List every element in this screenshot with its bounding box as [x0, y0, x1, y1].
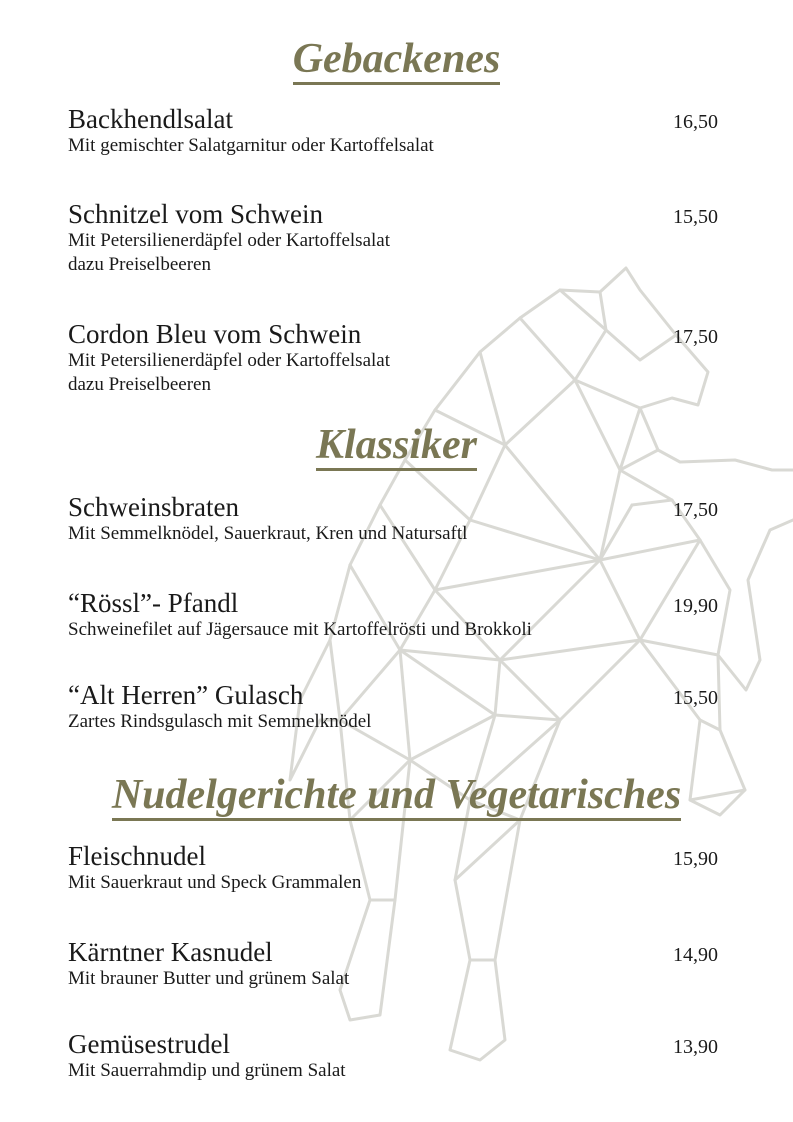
menu-item: [68, 104, 718, 158]
item-name: Kärntner Kasnudel: [68, 937, 273, 967]
item-description: Mit Sauerkraut und Speck Grammalen: [68, 872, 362, 893]
item-name: Fleischnudel: [68, 841, 206, 871]
item-description: Schweinefilet auf Jägersauce mit Kartoffelrösti und Brokkoli: [68, 619, 532, 640]
item-price: 16,50: [673, 111, 718, 133]
item-price: 13,90: [673, 1036, 718, 1058]
item-name: Gemüsestrudel: [68, 1029, 230, 1059]
item-description: dazu Preiselbeeren: [68, 254, 211, 275]
menu-item: [68, 319, 718, 397]
item-price: 17,50: [673, 326, 718, 348]
item-description: dazu Preiselbeeren: [68, 374, 211, 395]
item-price: 15,50: [673, 206, 718, 228]
item-name: Schweinsbraten: [68, 492, 239, 522]
item-description: Mit gemischter Salatgarnitur oder Kartoffelsalat: [68, 135, 434, 156]
item-description: Mit Sauerrahmdip und grünem Salat: [68, 1060, 346, 1081]
item-description: Mit Petersilienerdäpfel oder Kartoffelsalat: [68, 350, 390, 371]
menu-item: [68, 841, 718, 895]
item-price: 14,90: [673, 944, 718, 966]
menu-item: [68, 588, 718, 642]
menu-item: [68, 680, 718, 734]
item-description: Mit Semmelknödel, Sauerkraut, Kren und Natursaftl: [68, 523, 468, 544]
menu-item: [68, 199, 718, 277]
item-price: 19,90: [673, 595, 718, 617]
item-price: 17,50: [673, 499, 718, 521]
menu-item: [68, 937, 718, 991]
item-description: Mit brauner Butter und grünem Salat: [68, 968, 350, 989]
item-price: 15,50: [673, 687, 718, 709]
menu-item: [68, 492, 718, 546]
item-description: Zartes Rindsgulasch mit Semmelknödel: [68, 711, 372, 732]
item-name: “Rössl”- Pfandl: [68, 588, 239, 618]
item-name: Backhendlsalat: [68, 104, 233, 134]
menu-item: [68, 1029, 718, 1083]
section-title-gebackenes: Gebackenes: [0, 38, 793, 85]
item-name: “Alt Herren” Gulasch: [68, 680, 304, 710]
section-title-klassiker: Klassiker: [0, 424, 793, 471]
item-price: 15,90: [673, 848, 718, 870]
item-name: Schnitzel vom Schwein: [68, 199, 323, 229]
item-description: Mit Petersilienerdäpfel oder Kartoffelsalat: [68, 230, 390, 251]
item-name: Cordon Bleu vom Schwein: [68, 319, 362, 349]
section-title-nudelgerichte: Nudelgerichte und Vegetarisches: [0, 774, 793, 821]
